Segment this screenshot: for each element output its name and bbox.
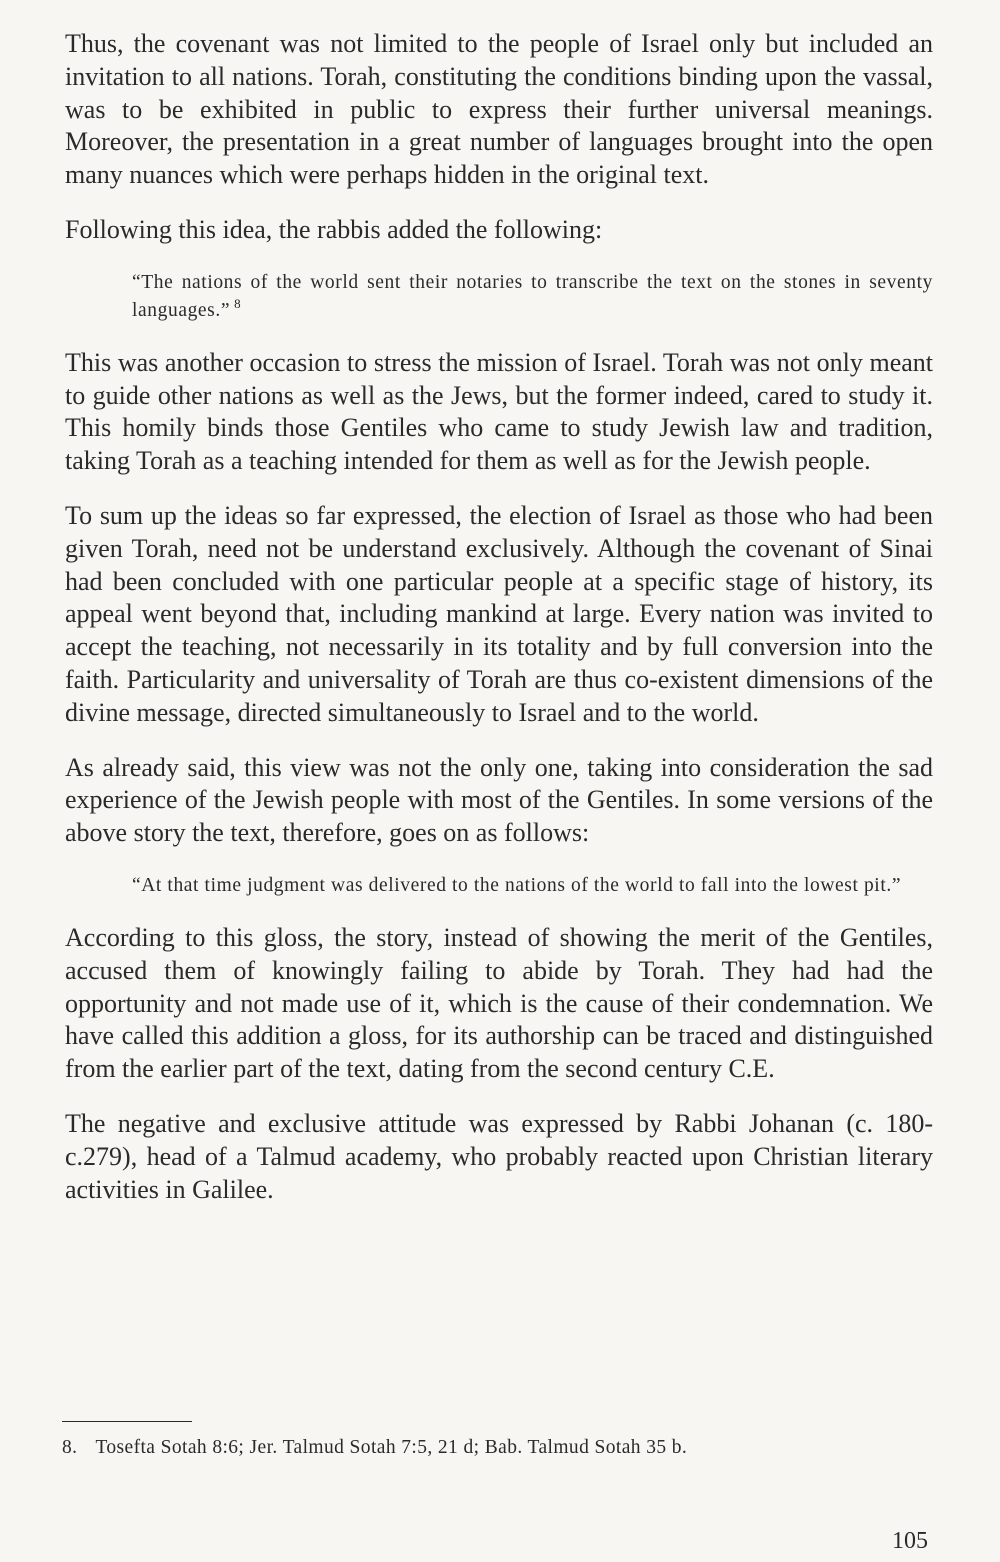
- paragraph-other-view: As already said, this view was not the only one, taking into consideration the sad experience of the Jewish people with most of the Gentiles. In some versions of the above story the text, therefore, goes on as follows:: [65, 752, 933, 848]
- paragraph-covenant: Thus, the covenant was not limited to the people of Israel only but included an invitation to all nations. Torah, constituting the conditions binding upon the vassal, was to be exhibited in public to express their further universal meanings. Moreover, the presentation in a great number of languages brought into the open many nuances which were perhaps hidden in the original text.: [65, 29, 933, 190]
- footnote: [62, 1437, 687, 1459]
- block-quote-nations: [132, 269, 933, 325]
- block-quote-judgment: “At that time judgment was delivered to the nations of the world to fall into the lowest pit.”: [132, 874, 902, 896]
- block-quote-nations-text: “The nations of the world sent their notaries to transcribe the text on the stones in seventy languages.”: [132, 271, 933, 321]
- footnote-text: Tosefta Sotah 8:6; Jer. Talmud Sotah 7:5, 21 d; Bab. Talmud Sotah 35 b.: [95, 1437, 688, 1458]
- paragraph-gloss: According to this gloss, the story, instead of showing the merit of the Gentiles, accused them of knowingly failing to abide by Torah. They had had the opportunity and not made use of it, which is the cause of their condemnation. We have called this addition a gloss, for its authorship can be traced and distinguished from the earlier part of the text, dating from the second century C.E.: [65, 922, 933, 1084]
- page-number: 105: [892, 1528, 928, 1554]
- paragraph-summary: To sum up the ideas so far expressed, the election of Israel as those who had been given Torah, need not be understand exclusively. Although the covenant of Sinai had been concluded with one particular people at a specific stage of history, its appeal went beyond that, including mankind at large. Every nation was invited to accept the teaching, not necessarily in its totality and by full conversion into the faith. Particularity and universality of Torah are thus co-existent dimensions of the divine message, directed simultaneously to Israel and to the world.: [65, 500, 933, 727]
- footnote-divider: [62, 1421, 192, 1422]
- paragraph-following-idea: Following this idea, the rabbis added the following:: [65, 214, 603, 244]
- page-body: [65, 28, 933, 1228]
- paragraph-rabbi-johanan: The negative and exclusive attitude was expressed by Rabbi Johanan (c. 180-c.279), head of a Talmud academy, who probably reacted upon Christian literary activities in Galilee.: [65, 1108, 933, 1204]
- footnote-reference: 8: [234, 296, 242, 312]
- footnote-number: 8.: [62, 1437, 78, 1458]
- paragraph-mission: This was another occasion to stress the mission of Israel. Torah was not only meant to guide other nations as well as the Jews, but the former indeed, cared to study it. This homily binds those Gentiles who came to study Jewish law and tradition, taking Torah as a teaching intended for them as well as for the Jewish people.: [65, 347, 933, 476]
